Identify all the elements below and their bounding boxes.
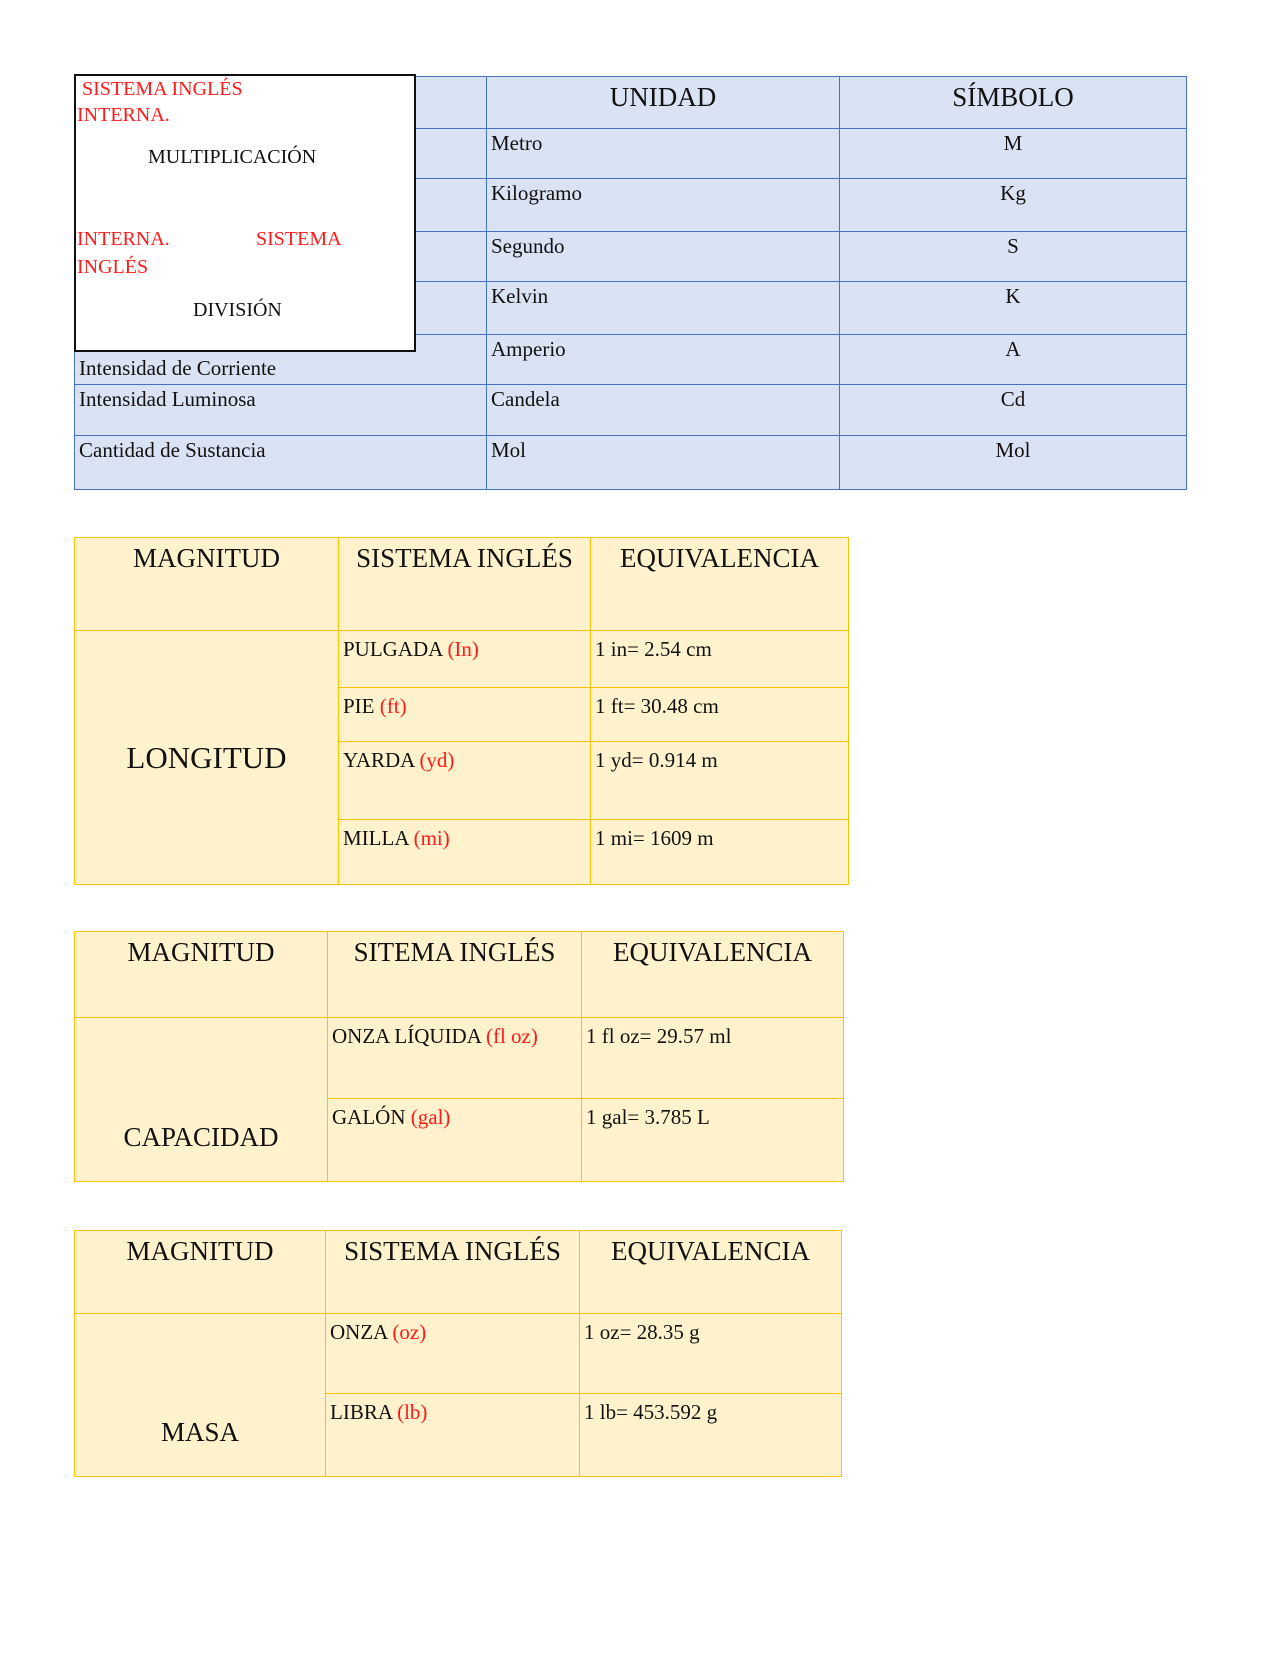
symbol-cell: Kg bbox=[839, 178, 1187, 232]
unit-cell: Segundo bbox=[486, 231, 840, 282]
unit-cell bbox=[338, 630, 591, 688]
unit-name: PIE bbox=[343, 694, 375, 718]
header-cell: MAGNITUD bbox=[74, 931, 328, 1018]
unit-abbreviation: (In) bbox=[447, 637, 479, 661]
unit-name: LIBRA bbox=[330, 1400, 392, 1424]
unit-cell: Kelvin bbox=[486, 281, 840, 335]
unit-name: MILLA bbox=[343, 826, 409, 850]
overlay-multiplication: MULTIPLICACIÓN bbox=[148, 146, 317, 168]
magnitude-cell: Intensidad Luminosa bbox=[74, 384, 487, 436]
unit-cell: Amperio bbox=[486, 334, 840, 385]
unit-name: GALÓN bbox=[332, 1105, 406, 1129]
equivalence-cell: 1 gal= 3.785 L bbox=[581, 1098, 844, 1182]
unit-cell: Mol bbox=[486, 435, 840, 490]
unit-cell bbox=[327, 1017, 582, 1099]
header-cell: MAGNITUD bbox=[74, 537, 339, 631]
symbol-cell: Cd bbox=[839, 384, 1187, 436]
unit-cell bbox=[338, 687, 591, 742]
header-cell: EQUIVALENCIA bbox=[579, 1230, 842, 1314]
overlay-line-4: INGLÉS bbox=[77, 256, 149, 278]
unit-name: ONZA LÍQUIDA bbox=[332, 1024, 481, 1048]
unit-abbreviation: (gal) bbox=[410, 1105, 451, 1129]
header-cell: SISTEMA INGLÉS bbox=[338, 537, 591, 631]
header-cell: SISTEMA INGLÉS bbox=[325, 1230, 580, 1314]
unit-cell: Candela bbox=[486, 384, 840, 436]
header-cell: SITEMA INGLÉS bbox=[327, 931, 582, 1018]
unit-name: ONZA bbox=[330, 1320, 388, 1344]
equivalence-cell: 1 fl oz= 29.57 ml bbox=[581, 1017, 844, 1099]
magnitude-cell: CAPACIDAD bbox=[74, 1017, 328, 1182]
equivalence-cell: 1 oz= 28.35 g bbox=[579, 1313, 842, 1394]
header-cell: UNIDAD bbox=[486, 76, 840, 129]
unit-cell bbox=[338, 819, 591, 885]
unit-cell bbox=[325, 1313, 580, 1394]
magnitude-cell: MASA bbox=[74, 1313, 326, 1477]
overlay-line-3b: SISTEMA bbox=[256, 228, 342, 250]
header-cell: EQUIVALENCIA bbox=[590, 537, 849, 631]
symbol-cell: Mol bbox=[839, 435, 1187, 490]
equivalence-cell: 1 ft= 30.48 cm bbox=[590, 687, 849, 742]
header-cell: EQUIVALENCIA bbox=[581, 931, 844, 1018]
unit-name: PULGADA bbox=[343, 637, 443, 661]
unit-cell: Metro bbox=[486, 128, 840, 179]
unit-cell bbox=[338, 741, 591, 820]
equivalence-cell: 1 mi= 1609 m bbox=[590, 819, 849, 885]
header-cell: MAGNITUD bbox=[74, 1230, 326, 1314]
unit-abbreviation: (oz) bbox=[392, 1320, 427, 1344]
overlay-line-3a: INTERNA. bbox=[77, 228, 170, 250]
unit-abbreviation: (lb) bbox=[397, 1400, 428, 1424]
equivalence-cell: 1 lb= 453.592 g bbox=[579, 1393, 842, 1477]
overlay-text-box[interactable] bbox=[74, 74, 416, 352]
unit-cell: Kilogramo bbox=[486, 178, 840, 232]
magnitude-cell: Cantidad de Sustancia bbox=[74, 435, 487, 490]
unit-abbreviation: (ft) bbox=[379, 694, 407, 718]
magnitude-cell: LONGITUD bbox=[74, 630, 339, 885]
unit-cell bbox=[325, 1393, 580, 1477]
unit-abbreviation: (yd) bbox=[419, 748, 455, 772]
overlay-line-2: INTERNA. bbox=[77, 104, 170, 126]
unit-abbreviation: (mi) bbox=[413, 826, 450, 850]
symbol-cell: K bbox=[839, 281, 1187, 335]
unit-name: YARDA bbox=[343, 748, 415, 772]
overlay-line-1: SISTEMA INGLÉS bbox=[82, 78, 243, 100]
symbol-cell: M bbox=[839, 128, 1187, 179]
symbol-cell: S bbox=[839, 231, 1187, 282]
unit-abbreviation: (fl oz) bbox=[485, 1024, 538, 1048]
header-cell: SÍMBOLO bbox=[839, 76, 1187, 129]
equivalence-cell: 1 yd= 0.914 m bbox=[590, 741, 849, 820]
symbol-cell: A bbox=[839, 334, 1187, 385]
equivalence-cell: 1 in= 2.54 cm bbox=[590, 630, 849, 688]
overlay-division: DIVISIÓN bbox=[193, 299, 282, 321]
magnitude-cell: Intensidad de Corriente bbox=[74, 334, 487, 385]
unit-cell bbox=[327, 1098, 582, 1182]
